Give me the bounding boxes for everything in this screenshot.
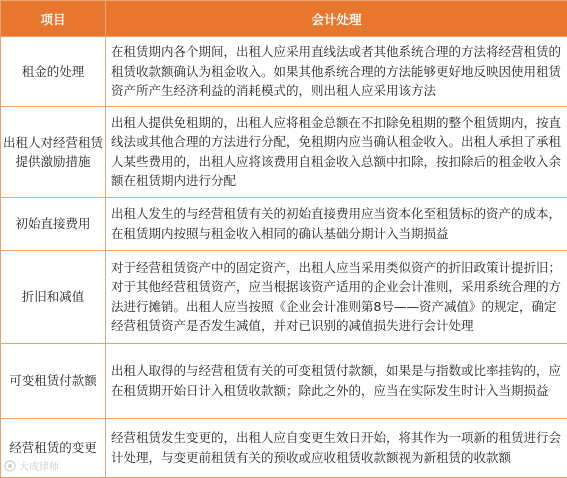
row-item: 租金的处理	[1, 37, 106, 107]
watermark-logo-icon	[4, 460, 16, 472]
row-description: 经营租赁发生变更的，出租人应自变更生效日开始，将其作为一项新的租赁进行会计处理，与变更前租赁有关的预收或应收租赁收款额视为新租赁的收款额	[106, 418, 567, 477]
watermark-text: 大成律师	[19, 462, 59, 473]
row-description: 出租人发生的与经营租赁有关的初始直接费用应当资本化至租赁标的资产的成本，在租赁期内按照与租金收入相同的确认基础分期计入当期损益	[106, 197, 567, 250]
watermark	[4, 458, 59, 473]
row-item: 出租人对经营租赁提供激励措施	[1, 106, 106, 197]
header-accounting-treatment: 会计处理	[106, 1, 567, 37]
table-row	[1, 106, 567, 197]
table-row	[1, 418, 567, 477]
row-description: 出租人提供免租期的，出租人应将租金总额在不扣除免租期的整个租赁期内，按直线法或其他合理的方法进行分配，免租期内应当确认租金收入。出租人承担了承租人某些费用的，出租人应将该费用自租金收入总额中扣除，按扣除后的租金收入余额在租赁期内进行分配	[106, 106, 567, 197]
row-item: 可变租赁付款额	[1, 343, 106, 418]
table-row	[1, 343, 567, 418]
row-item: 初始直接费用	[1, 197, 106, 250]
table-row	[1, 37, 567, 107]
row-item: 经营租赁的变更	[1, 418, 106, 477]
table-row	[1, 197, 567, 250]
row-description: 对于经营租赁资产中的固定资产，出租人应当采用类似资产的折旧政策计提折旧；对于其他经营租赁资产，应当根据该资产适用的企业会计准则，采用系统合理的方法进行摊销。出租人应当按照《企业会计准则第8号——资产减值》的规定，确定经营租赁资产是否发生减值，并对已识别的减值损失进行会计处理	[106, 250, 567, 343]
table-header-row	[1, 1, 567, 37]
row-description: 出租人取得的与经营租赁有关的可变租赁付款额，如果是与指数或比率挂钩的，应在租赁期开始日计入租赁收款额；除此之外的，应当在实际发生时计入当期损益	[106, 343, 567, 418]
row-description: 在租赁期内各个期间，出租人应采用直线法或者其他系统合理的方法将经营租赁的租赁收款额确认为租金收入。如果其他系统合理的方法能够更好地反映因使用租赁资产所产生经济利益的消耗模式的，则出租人应采用该方法	[106, 37, 567, 107]
row-item: 折旧和减值	[1, 250, 106, 343]
header-item: 项目	[1, 1, 106, 37]
table-row	[1, 250, 567, 343]
